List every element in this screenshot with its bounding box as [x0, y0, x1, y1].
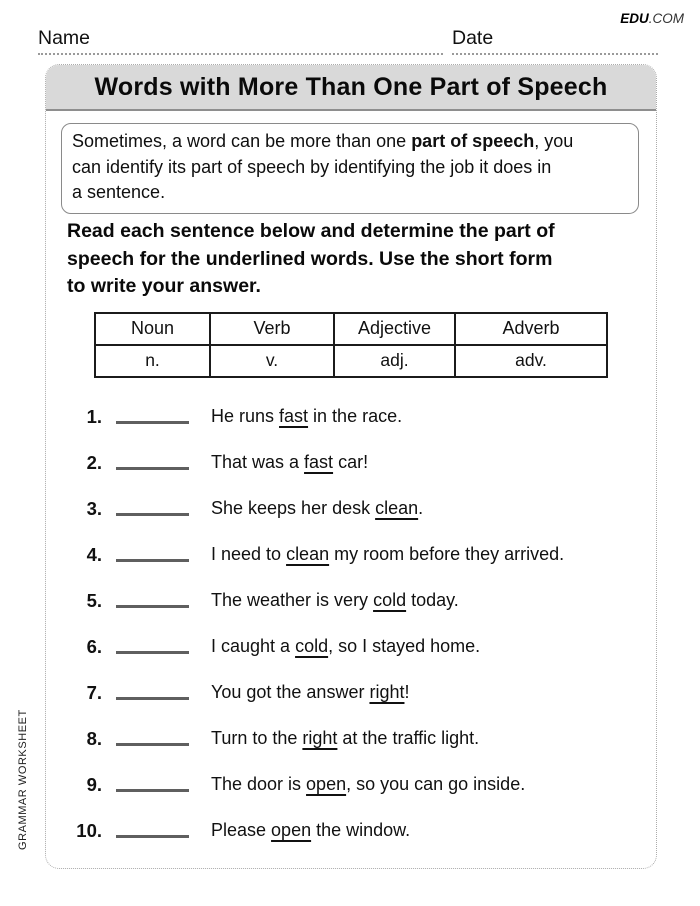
answer-blank[interactable] [116, 559, 189, 562]
intro-line-3: a sentence. [72, 182, 166, 202]
question-sentence [211, 590, 459, 611]
answer-blank[interactable] [116, 743, 189, 746]
pos-header-adverb: Adverb [456, 314, 606, 346]
sentence-pre: Please [211, 820, 272, 840]
sentence-post: in the race. [308, 406, 403, 426]
sentence-post: the window. [311, 820, 411, 840]
sentence-post: car! [333, 452, 369, 472]
question-sentence [211, 544, 564, 565]
brand-logo-bold: EDU [620, 11, 649, 26]
underlined-word: fast [279, 406, 309, 426]
sentence-pre: I need to [211, 544, 287, 564]
question-number: 8. [86, 728, 102, 749]
pos-abbrev-verb: v. [211, 346, 335, 376]
underlined-word: cold [295, 636, 329, 656]
intro-line-1-bold: part of speech [411, 131, 535, 151]
question-number: 10. [76, 820, 102, 841]
question-sentence [211, 774, 525, 795]
instructions-line-1: Read each sentence below and determine the part of [67, 220, 555, 242]
sentence-post: ! [404, 682, 410, 702]
underlined-word: cold [373, 590, 407, 610]
question-number: 9. [86, 774, 102, 795]
instructions-line-3: to write your answer. [67, 275, 261, 297]
question-row [46, 579, 656, 625]
question-row [46, 533, 656, 579]
intro-line-1-post: , you [534, 131, 574, 151]
underlined-word: clean [375, 498, 419, 518]
intro-line-1-pre: Sometimes, a word can be more than one [72, 131, 412, 151]
question-row [46, 763, 656, 809]
question-number: 2. [86, 452, 102, 473]
question-row [46, 625, 656, 671]
question-row [46, 671, 656, 717]
title-bar [46, 65, 656, 111]
question-sentence [211, 682, 409, 703]
sentence-pre: She keeps her desk [211, 498, 376, 518]
name-field[interactable] [38, 27, 443, 55]
sentence-pre: That was a [211, 452, 305, 472]
page-title: Words with More Than One Part of Speech [94, 72, 608, 101]
sentence-pre: I caught a [211, 636, 296, 656]
question-number: 4. [86, 544, 102, 565]
pos-header-verb: Verb [211, 314, 335, 346]
question-row [46, 717, 656, 763]
underlined-word: right [369, 682, 405, 702]
question-sentence [211, 820, 410, 841]
instructions [67, 218, 555, 301]
question-sentence [211, 498, 423, 519]
question-number: 1. [86, 406, 102, 427]
answer-blank[interactable] [116, 513, 189, 516]
sentence-post: , so you can go inside. [346, 774, 526, 794]
answer-blank[interactable] [116, 651, 189, 654]
intro-line-2: can identify its part of speech by identifying the job it does in [72, 156, 552, 177]
brand-logo-rest: .COM [648, 11, 684, 26]
question-number: 7. [86, 682, 102, 703]
pos-table-abbrev-row [96, 346, 606, 376]
worksheet-type-label: GRAMMAR WORKSHEET [17, 709, 29, 850]
answer-blank[interactable] [116, 697, 189, 700]
answer-blank[interactable] [116, 789, 189, 792]
question-number: 6. [86, 636, 102, 657]
question-list [46, 395, 656, 855]
intro-box [61, 123, 639, 214]
pos-abbrev-noun: n. [96, 346, 211, 376]
sentence-post: . [418, 498, 424, 518]
question-row [46, 809, 656, 855]
underlined-word: fast [304, 452, 334, 472]
question-sentence [211, 452, 368, 473]
underlined-word: clean [286, 544, 330, 564]
pos-header-adjective: Adjective [335, 314, 456, 346]
question-number: 5. [86, 590, 102, 611]
pos-abbrev-adjective: adj. [335, 346, 456, 376]
date-label: Date [452, 27, 494, 49]
question-sentence [211, 406, 402, 427]
pos-abbrev-adverb: adv. [515, 350, 547, 370]
answer-blank[interactable] [116, 467, 189, 470]
date-field[interactable] [452, 27, 658, 55]
sentence-post: my room before they arrived. [329, 544, 565, 564]
sentence-pre: You got the answer [211, 682, 370, 702]
pos-reference-table [94, 312, 608, 378]
underlined-word: open [306, 774, 347, 794]
name-label: Name [38, 27, 91, 49]
brand-logo [620, 11, 684, 26]
worksheet-card [45, 64, 657, 869]
question-sentence [211, 728, 479, 749]
sentence-pre: He runs [211, 406, 280, 426]
question-row [46, 395, 656, 441]
answer-blank[interactable] [116, 835, 189, 838]
underlined-word: open [271, 820, 312, 840]
sentence-post: , so I stayed home. [328, 636, 481, 656]
question-row [46, 441, 656, 487]
pos-table-header-row [96, 314, 606, 346]
intro-line-1 [72, 129, 628, 155]
sentence-post: at the traffic light. [337, 728, 480, 748]
sentence-pre: Turn to the [211, 728, 303, 748]
question-number: 3. [86, 498, 102, 519]
underlined-word: right [302, 728, 338, 748]
question-row [46, 487, 656, 533]
question-sentence [211, 636, 480, 657]
pos-header-noun: Noun [96, 314, 211, 346]
instructions-line-2: speech for the underlined words. Use the short form [67, 247, 553, 270]
answer-blank[interactable] [116, 421, 189, 424]
answer-blank[interactable] [116, 605, 189, 608]
sentence-post: today. [406, 590, 459, 610]
sentence-pre: The door is [211, 774, 307, 794]
sentence-pre: The weather is very [211, 590, 374, 610]
